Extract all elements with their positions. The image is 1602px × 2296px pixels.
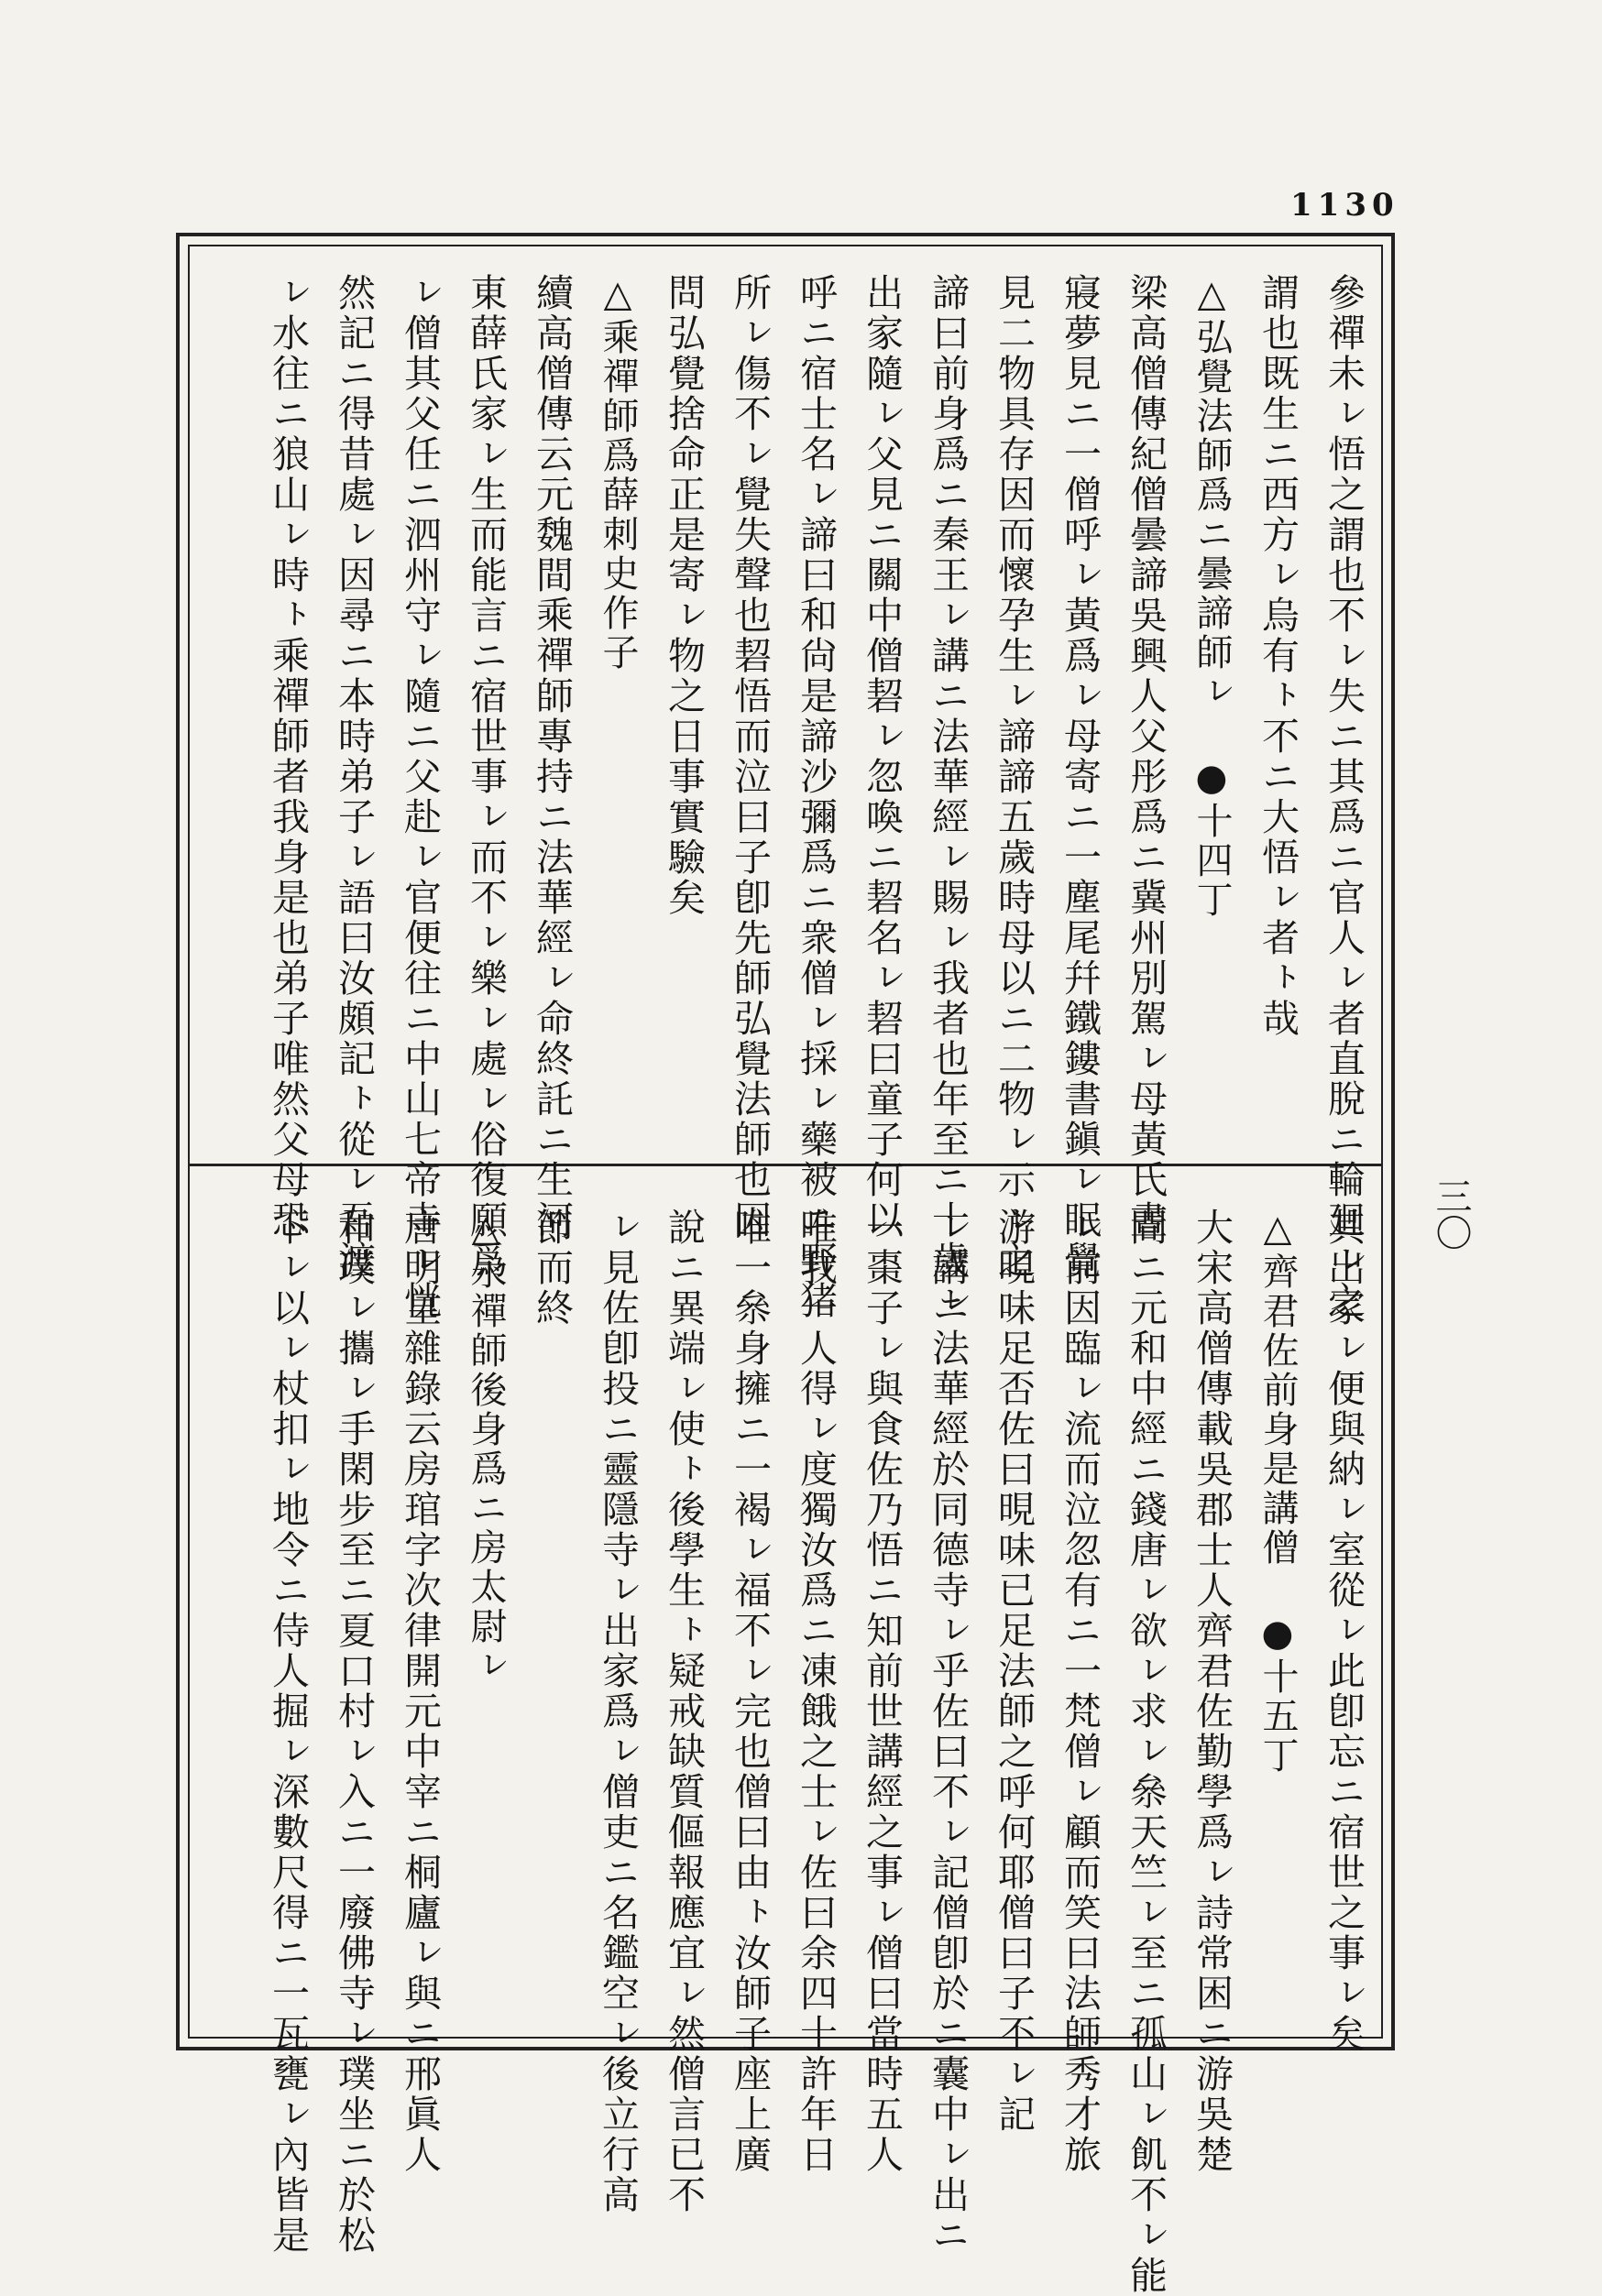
text-column: 諦曰前身爲ニ秦王ㇾ講ニ法華經ㇾ賜ㇾ我者也年至ニ十歲ㇾ xyxy=(926,273,970,1321)
section-heading: △永禪師後身爲ニ房太尉ㇾ xyxy=(465,1208,507,1686)
text-column: 和璞ㇾ攜ㇾ手閑步至ニ夏口村ㇾ入ニ一廢佛寺ㇾ璞坐ニ於松 xyxy=(332,1208,376,2256)
text-column: 大宋高僧傳載吳郡士人齊君佐勤學爲ㇾ詩常困ニ游吳楚 xyxy=(1190,1208,1234,2175)
text-column: 寢夢見ニ一僧呼ㇾ黃爲ㇾ母寄ニ一塵尾幷鐵鏤書鎭ㇾ眠覺 xyxy=(1058,273,1102,1281)
text-column: 問弘覺捨命正是寄ㇾ物之日事實驗矣 xyxy=(662,273,706,918)
text-column: 續高僧傳云元魏間乘禪師專持ニ法華經ㇾ命終託ニ生河 xyxy=(530,273,574,1241)
text-column: ㇾ水往ニ狼山ㇾ時ㇳ乘禪師者我身是也弟子唯然父母恐 xyxy=(266,273,310,1241)
section-heading: △乘禪師爲薛刺史作子 xyxy=(597,273,639,672)
text-column: 說ニ異端ㇾ使ㇳ後學生ㇳ疑戒缺質傴報應宜ㇾ然僧言已不 xyxy=(662,1208,706,2215)
page-number: 1130 xyxy=(1290,187,1399,224)
text-column: 其出家ㇾ便與納ㇾ室從ㇾ此卽忘ニ宿世之事ㇾ矣 xyxy=(1322,1208,1366,2054)
text-column: ㇾ見佐卽投ニ靈隱寺ㇾ出家爲ㇾ僧吏ニ名鑑空ㇾ後立行高 xyxy=(596,1208,640,2215)
text-column: 然記ニ得昔處ㇾ因尋ニ本時弟子ㇾ語曰汝頗記ㇳ從ㇾ吾渡 xyxy=(332,273,376,1281)
text-column: 唯我一人得ㇾ度獨汝爲ニ凍餓之士ㇾ佐曰余四十許年日 xyxy=(794,1208,838,2175)
text-column: 所ㇾ傷不ㇾ覺失聲也䂮悟而泣曰子卽先師弘覺法師也因 xyxy=(728,273,772,1241)
text-column: ㇾ僧其父任ニ泗州守ㇾ隨ニ父赴ㇾ官便往ニ中山七帝寺ㇾ恍 xyxy=(398,273,442,1321)
text-column: 呼ニ宿士名ㇾ諦曰和尙是諦沙彌爲ニ衆僧ㇾ採ㇾ藥被ニ野猪 xyxy=(794,273,838,1321)
text-column: 梁高僧傳紀僧曇諦吳興人父彤爲ニ冀州別駕ㇾ母黃氏晝 xyxy=(1124,273,1168,1241)
text-column: 間ニ元和中經ニ錢唐ㇾ欲ㇾ求ㇾ㕘天竺ㇾ至ニ孤山ㇾ飢不ㇾ能 xyxy=(1124,1208,1168,2296)
text-column: 東薛氏家ㇾ生而能言ニ宿世事ㇾ而不ㇾ樂ㇾ處ㇾ俗復願爲 xyxy=(464,273,508,1281)
text-column: 下ㇾ以ㇾ杖扣ㇾ地令ニ侍人掘ㇾ深數尺得ニ一瓦甕ㇾ內皆是 xyxy=(266,1208,310,2256)
margin-folio: 三〇 xyxy=(1430,1177,1472,1251)
text-column: ㇾ講ニ法華經於同德寺ㇾ乎佐曰不ㇾ記僧卽於ニ囊中ㇾ出ニ xyxy=(926,1208,970,2256)
text-column: 游晛味足否佐曰晛味已足法師之呼何耶僧曰子不ㇾ記 xyxy=(992,1208,1036,2135)
text-column: 見二物具存因而懷孕生ㇾ諦諦五歲時母以ニ二物ㇾ示ㇾ之 xyxy=(992,273,1036,1281)
text-column: 出家隨ㇾ父見ニ關中僧䂮ㇾ忽喚ニ䂮名ㇾ䂮曰童子何以 xyxy=(860,273,904,1241)
text-column: 唐明皇雜錄云房琯字次律開元中宰ニ桐廬ㇾ與ニ邢眞人 xyxy=(398,1208,442,2175)
section-heading: △齊君佐前身是講僧 ●十五丁 xyxy=(1256,1208,1299,1776)
text-column: 謂也既生ニ西方ㇾ烏有ㇳ不ニ大悟ㇾ者ㇳ哉 xyxy=(1256,273,1300,1039)
section-heading: △弘覺法師爲ニ曇諦師ㇾ ●十四丁 xyxy=(1191,273,1233,920)
text-column: 參禪未ㇾ悟之謂也不ㇾ失ニ其爲ニ官人ㇾ者直脫ニ輪廻ㇾ之 xyxy=(1322,273,1366,1321)
text-column: 節而終 xyxy=(530,1208,574,1328)
text-column: ㇾ前因臨ㇾ流而泣忽有ニ一梵僧ㇾ顧而笑曰法師秀才旅 xyxy=(1058,1208,1102,2175)
text-column: 一棗子ㇾ與食佐乃悟ニ知前世講經之事ㇾ僧曰當時五人 xyxy=(860,1208,904,2175)
text-column: 唯一㕘身擁ニ一褐ㇾ福不ㇾ完也僧曰由ㇳ汝師子座上廣 xyxy=(728,1208,772,2175)
